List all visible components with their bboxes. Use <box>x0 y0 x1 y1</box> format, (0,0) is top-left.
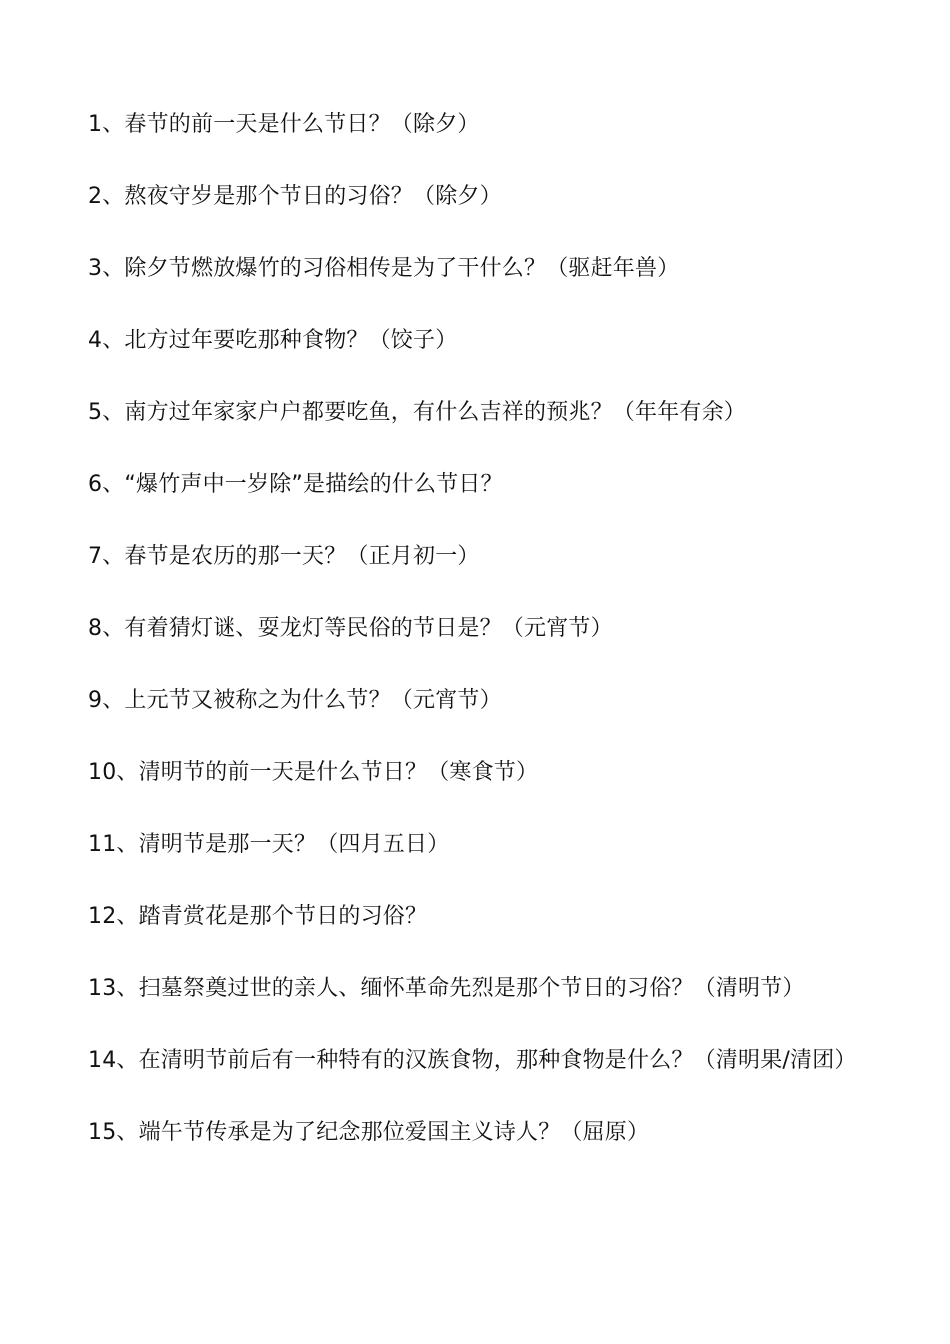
question-item: 9、上元节又被称之为什么节？（元宵节） <box>88 688 502 713</box>
question-item: 2、熬夜守岁是那个节日的习俗？（除夕） <box>88 184 502 209</box>
question-item: 12、踏青赏花是那个节日的习俗？ <box>88 904 428 929</box>
question-item: 11、清明节是那一天？（四月五日） <box>88 832 450 857</box>
question-item: 7、春节是农历的那一天？（正月初一） <box>88 544 480 569</box>
question-item: 1、春节的前一天是什么节日？（除夕） <box>88 112 480 137</box>
question-item: 4、北方过年要吃那种食物？（饺子） <box>88 328 458 353</box>
question-item: 15、端午节传承是为了纪念那位爱国主义诗人？（屈原） <box>88 1120 650 1145</box>
question-item: 13、扫墓祭奠过世的亲人、缅怀革命先烈是那个节日的习俗？（清明节） <box>88 976 805 1001</box>
question-item: 10、清明节的前一天是什么节日？（寒食节） <box>88 760 539 785</box>
question-item: 14、在清明节前后有一种特有的汉族食物，那种食物是什么？（清明果/清团） <box>88 1048 857 1073</box>
question-item: 5、南方过年家家户户都要吃鱼，有什么吉祥的预兆？（年年有余） <box>88 400 746 425</box>
question-list <box>88 106 928 1186</box>
question-item: 6、“爆竹声中一岁除”是描绘的什么节日？ <box>88 472 503 497</box>
question-item: 3、除夕节燃放爆竹的习俗相传是为了干什么？（驱赶年兽） <box>88 256 680 281</box>
question-item: 8、有着猜灯谜、耍龙灯等民俗的节日是？（元宵节） <box>88 616 613 641</box>
